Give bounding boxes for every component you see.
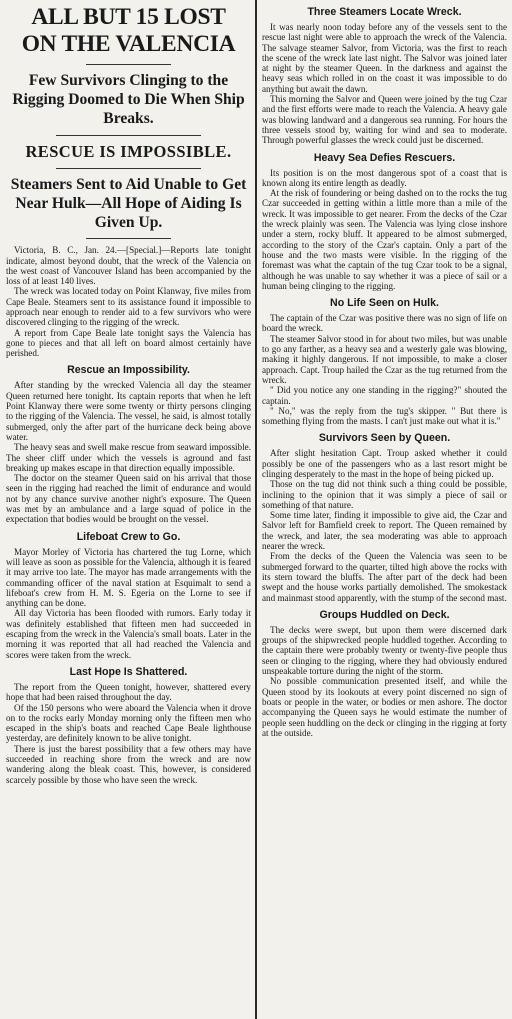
headline-line-1: ALL BUT 15 LOST <box>31 4 226 30</box>
steamers-subheadline: Steamers Sent to Aid Unable to Get Near Hulk—All Hope of Aiding Is Given Up. <box>10 175 247 232</box>
section-body <box>262 168 507 292</box>
paragraph: A report from Cape Beale late tonight says the Valencia has gone to pieces and that all left on board almost certainly have perished. <box>6 327 251 359</box>
rescue-subheadline: RESCUE IS IMPOSSIBLE. <box>25 141 232 161</box>
left-column <box>2 0 254 1019</box>
section-body <box>6 682 251 785</box>
paragraph: Victoria, B. C., Jan. 24.—[Special.]—Reports late tonight indicate, almost beyond doubt, that the wreck of the Valencia on the west coast of Vancouver Island has been accompanied by the loss of at least 140 lives. <box>6 245 251 287</box>
section-heading: No Life Seen on Hulk. <box>330 297 439 310</box>
paragraph: " No," was the reply from the tug's skipper. " But there is something flying from the masts. I can't just make out what it is." <box>262 405 507 427</box>
paragraph: After standing by the wrecked Valencia all day the steamer Queen returned here tonight. Its captain reports that when he left Point Klanway there were some twenty or thirty persons clinging to the rigging of the Valencia. The vessel, he said, is almost totally submerged, only the after part of the hurricane deck being above water. <box>6 380 251 442</box>
column-divider <box>255 0 257 1019</box>
paragraph: It was nearly noon today before any of the vessels sent to the rescue last night were able to approach the wreck of the Valencia. The salvage steamer Salvor, from Victoria, was the first to reach the scene of the wreck late last night. The Salvor was joined later at night by the steamer Queen. In the darkness and against the heavy seas which rolled in on the coast it was impossible to do anything but await the dawn. <box>262 22 507 94</box>
paragraph: Of the 150 persons who were aboard the Valencia when it drove on to the rocks early Monday morning only the fifteen men who escaped in the ship's boats and reached Cape Beale lighthouse yesterday, are definitely known to be alive tonight. <box>6 702 251 744</box>
paragraph: No possible communication presented itself, and while the Queen stood by its lookouts at every point discerned no sign of boats or people in the water, or bodies or men ashore. The doctor accompanying the Queen says he would estimate the number of people seen huddling on the deck or clinging in the rigging at forty at the outside. <box>262 676 507 738</box>
paragraph: After slight hesitation Capt. Troup asked whether it could possibly be one of the passengers who as a last resort might be clinging desperately to the mast in the hope of being picked up. <box>262 448 507 479</box>
paragraph: The doctor on the steamer Queen said on his arrival that those seen in the rigging had reached the limit of endurance and would not by any chance survive another night's exposure. The Queen was met by an ambulance and a large squad of police in the expectation that bodies would be brought on the vessel. <box>6 473 251 525</box>
section-heading: Heavy Sea Defies Rescuers. <box>313 151 456 164</box>
headline <box>6 4 251 58</box>
section-heading: Groups Huddled on Deck. <box>319 608 450 621</box>
paragraph: " Did you notice any one standing in the rigging?" shouted the captain. <box>262 385 507 406</box>
section-body <box>6 547 251 660</box>
section-heading: Rescue an Impossibility. <box>67 364 190 377</box>
deck-divider-3 <box>86 238 171 239</box>
section-body <box>262 22 507 146</box>
paragraph: The steamer Salvor stood in for about two miles, but was unable to go any farther, as a heavy sea and a westerly gale was blowing, making it highly dangerous. If not impossible, to make a closer approach. Capt. Troup hailed the Czar as the tug returned from the wreck. <box>262 333 507 385</box>
section-body <box>262 313 507 426</box>
article-intro <box>6 245 251 358</box>
right-column <box>258 0 510 1019</box>
paragraph: The report from the Queen tonight, however, shattered every hope that had been raised throughout the day. <box>6 681 251 703</box>
paragraph: The heavy seas and swell make rescue from seaward impossible. The sheer cliff under which the vessels is aground and fast breaking up makes escape in that direction equally impossible. <box>6 442 251 473</box>
paragraph: There is just the barest possibility that a few others may have succeeded in reaching shore from the wreck and are now wandering along the bleak coast. This, however, is considered scarcely possible by those who have seen the wreck. <box>6 743 251 785</box>
paragraph: The wreck was located today on Point Klanway, five miles from Cape Beale. Steamers sent to its assistance found it impossible to approach near enough to render aid to a few survivors who were discovered clinging to the rigging of the wreck. <box>6 286 251 328</box>
section-heading: Lifeboat Crew to Go. <box>76 530 181 543</box>
headline-line-2: ON THE VALENCIA <box>21 31 236 57</box>
headline-divider <box>86 64 171 65</box>
deck-divider-2 <box>56 168 201 169</box>
deck-subheadline: Few Survivors Clinging to the Rigging Doomed to Die When Ship Breaks. <box>12 72 245 128</box>
section-heading: Three Steamers Locate Wreck. <box>307 6 462 18</box>
section-heading: Last Hope Is Shattered. <box>69 665 188 678</box>
paragraph: Mayor Morley of Victoria has chartered the tug Lorne, which will leave as soon as possible for the Valencia, although it is feared it may arrive too late. The mayor has made arrangements with the commanding officer of the naval station at Esquimalt to send a lifeboat's crew from H. M. S. Egeria on the Lorne to see if anything can be done. <box>6 546 251 609</box>
paragraph: All day Victoria has been flooded with rumors. Early today it was definitely established that fifteen men had succeeded in escaping from the wreck in the Valencia's small boats. Later in the morning it was reported that all had reached the Valencia and scores were taken from the wreck. <box>6 608 251 660</box>
paragraph: Its position is on the most dangerous spot of a coast that is known along its entire length as deadly. <box>262 167 507 188</box>
paragraph: Those on the tug did not think such a thing could be possible, inclining to the opinion that it was simply a piece of sail or something of that nature. <box>262 479 507 510</box>
paragraph: Some time later, finding it impossible to give aid, the Czar and Salvor left for Bamfield creek to report. The Queen remained by the wreck, and later, the sea moderating was able to approach nearer the wreck. <box>262 510 507 552</box>
deck-divider-1 <box>56 135 201 136</box>
paragraph: The decks were swept, but upon them were discerned dark groups of the shipwrecked people huddled together. According to the captain there were probably twenty or twenty-five people thus seen or clinging to the rigging, where they had obviously endured unspeakable torture during the night of the storm. <box>262 624 507 677</box>
section-body <box>262 448 507 602</box>
paragraph: The captain of the Czar was positive there was no sign of life on board the wreck. <box>262 313 507 334</box>
paragraph: At the risk of foundering or being dashed on to the rocks the tug Czar succeeded in getting within a little more than a mile of the wreck. It was impossible to get nearer. From the decks of the Czar the wreck plainly was seen. The Valencia was lying close inshore under a stern, rocky bluff. It appeared to be almost submerged, according to the story of the Czar's captain. Only a part of the house and the two masts were visible. In the rigging of the foremast was what the captain of the tug Czar took to be a signal, although he was unable to say whether it was a piece of sail or a human being clinging to the rigging. <box>262 188 507 291</box>
section-body <box>6 380 251 524</box>
paragraph: From the decks of the Queen the Valencia was seen to be submerged forward to the quarter, tilted high above the rocks with its stern toward the bluffs. The after part of the deck had been swept and the house works partially demolished. The smokestack and mainmast stood apparently, with the stump of the second mast. <box>262 551 507 603</box>
paragraph: This morning the Salvor and Queen were joined by the tug Czar and the first efforts were made to reach the Valencia. A heavy gale was blowing landward and a dangerous sea running. For hours the three vessels stood by, waiting for wind and sea to moderate. Through powerful glasses the wreck could just be discerned. <box>262 94 507 146</box>
section-heading: Survivors Seen by Queen. <box>318 432 451 445</box>
section-body <box>262 625 507 738</box>
